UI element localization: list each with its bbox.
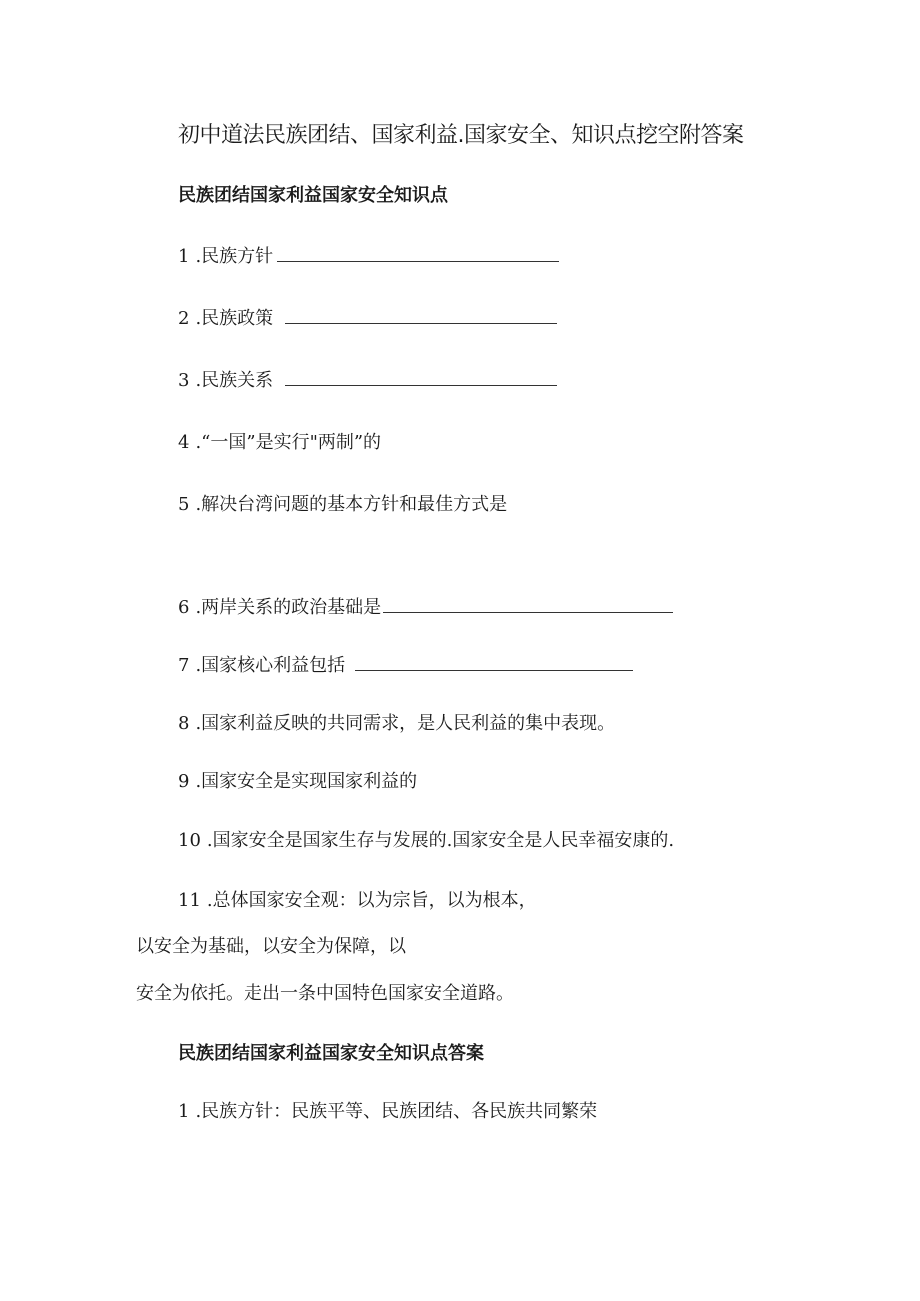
item-2 — [178, 304, 557, 330]
item-number: 4 — [178, 432, 190, 453]
answer-blank — [285, 367, 557, 386]
item-11 — [178, 886, 537, 912]
item-6 — [178, 593, 673, 619]
section-heading-answers: 民族团结国家利益国家安全知识点答案 — [178, 1043, 484, 1064]
item-number: 10 — [178, 830, 201, 851]
item-text: .国家安全是国家生存与发展的.国家安全是人民幸福安康的. — [206, 830, 675, 851]
item-3 — [178, 366, 557, 392]
answer-blank — [355, 652, 633, 671]
item-number: 2 — [178, 308, 190, 329]
item-11-continuation: 安全为依托。走出一条中国特色国家安全道路。 — [136, 983, 514, 1004]
item-number: 5 — [178, 494, 190, 515]
item-number: 11 — [178, 890, 201, 911]
item-number: 1 — [178, 1101, 190, 1122]
item-text: .国家利益反映的共同需求，是人民利益的集中表现。 — [195, 713, 616, 734]
answer-text: .民族方针：民族平等、民族团结、各民族共同繁荣 — [195, 1101, 598, 1122]
item-4 — [178, 428, 381, 454]
item-text: .解决台湾问题的基本方针和最佳方式是 — [195, 494, 508, 515]
item-text: .国家核心利益包括 — [195, 655, 346, 676]
item-7 — [178, 651, 633, 677]
item-5 — [178, 490, 507, 516]
item-text: .两岸关系的政治基础是 — [195, 597, 382, 618]
item-text: .民族方针 — [195, 246, 274, 267]
item-text: .“一国”是实行"两制”的 — [195, 432, 382, 453]
answer-blank — [277, 243, 559, 262]
item-number: 9 — [178, 771, 190, 792]
item-8 — [178, 709, 615, 735]
answer-blank — [383, 594, 673, 613]
item-11-continuation: 以安全为基础，以安全为保障，以 — [136, 936, 406, 957]
page-title: 初中道法民族团结、国家利益.国家安全、知识点挖空附答案 — [178, 123, 744, 148]
item-number: 6 — [178, 597, 190, 618]
item-text: .总体国家安全观：以为宗旨，以为根本， — [206, 890, 537, 911]
item-number: 3 — [178, 370, 190, 391]
item-text: .国家安全是实现国家利益的 — [195, 771, 418, 792]
item-1 — [178, 242, 559, 268]
item-9 — [178, 767, 417, 793]
answer-blank — [285, 305, 557, 324]
item-text: .民族政策 — [195, 308, 274, 329]
answer-1 — [178, 1097, 597, 1123]
section-heading-knowledge: 民族团结国家利益国家安全知识点 — [178, 185, 448, 206]
item-number: 8 — [178, 713, 190, 734]
item-10 — [178, 826, 674, 852]
item-text: .民族关系 — [195, 370, 274, 391]
item-number: 1 — [178, 246, 190, 267]
item-number: 7 — [178, 655, 190, 676]
